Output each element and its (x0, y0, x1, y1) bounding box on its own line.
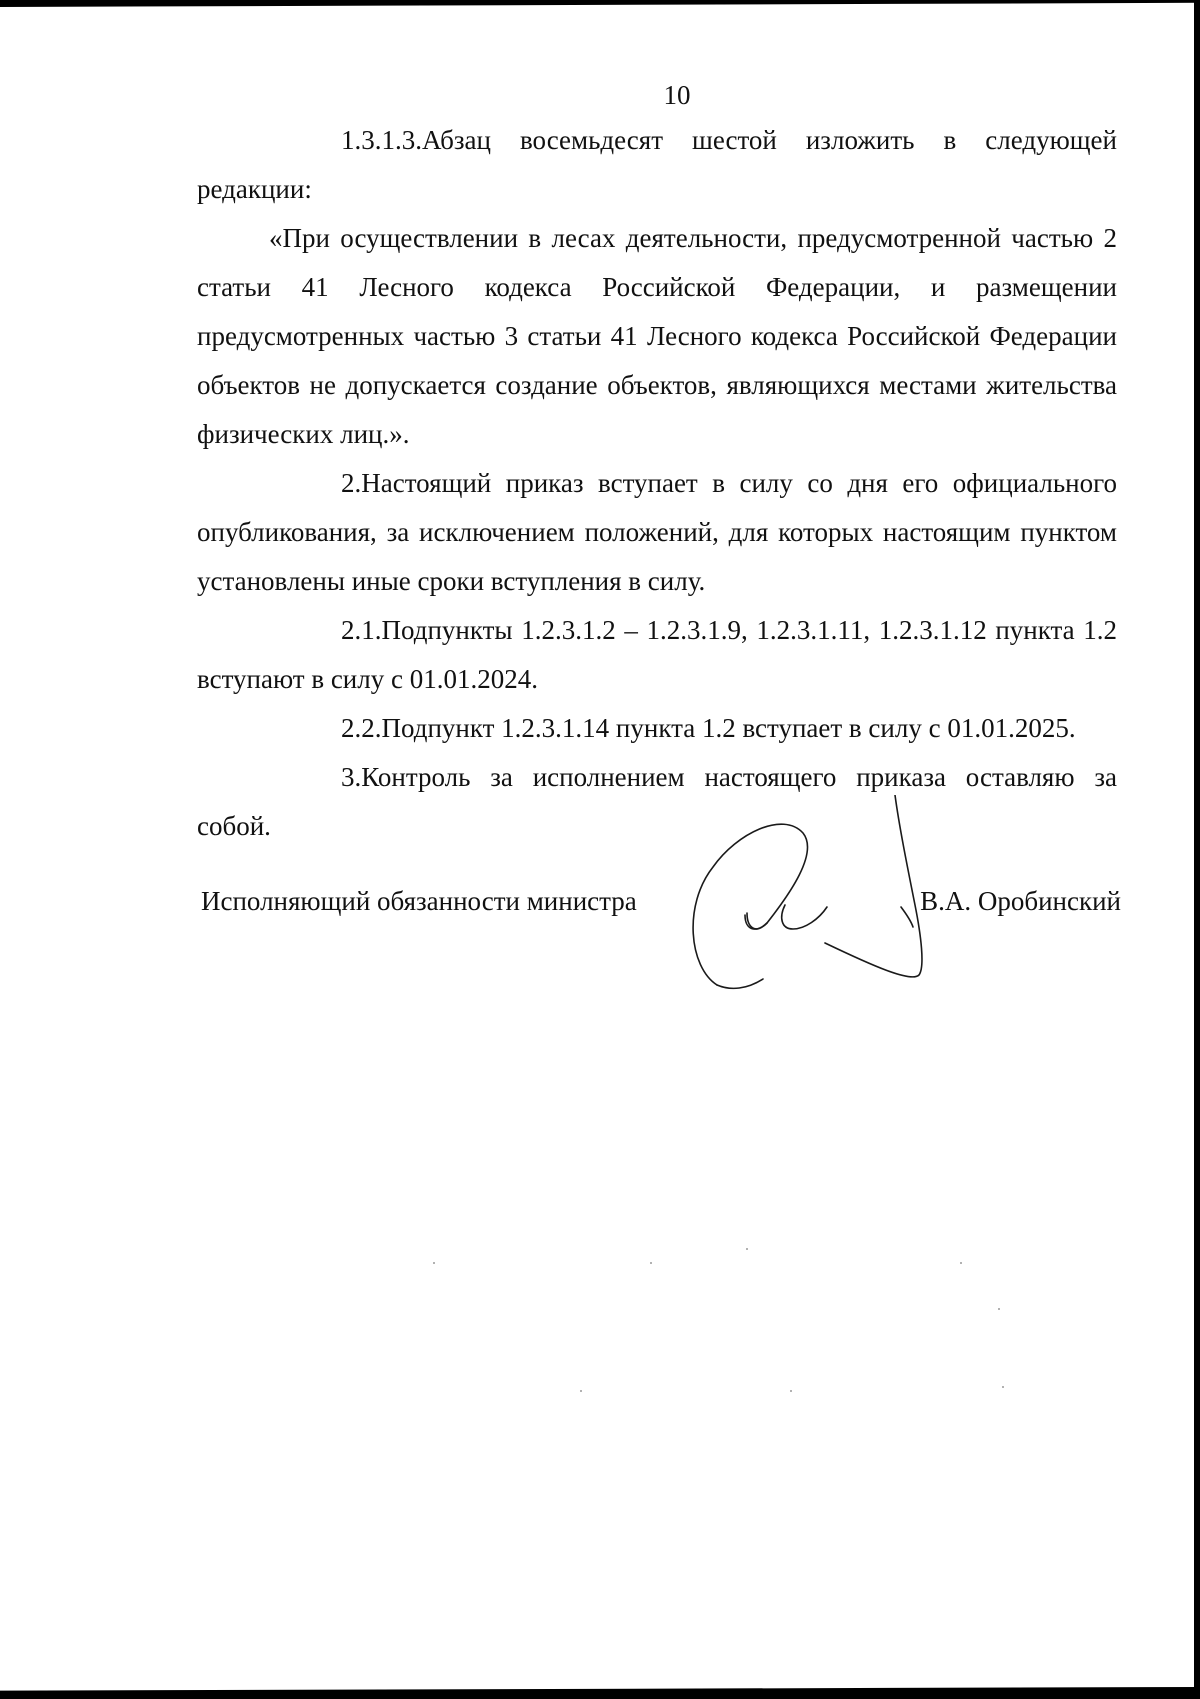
handwritten-signature-icon (685, 795, 945, 1000)
scan-speck (650, 1262, 652, 1264)
paragraph-number: 2.1. (341, 615, 382, 645)
paragraph-number: 1.3.1.3. (341, 125, 422, 155)
paragraph-text: Настоящий приказ вступает в силу со дня его официального опубликования, за исключением положений, для которых настоящим пунктом установлены иные сроки вступления в силу. (197, 468, 1117, 596)
signatory-title: Исполняющий обязанности министра (201, 886, 637, 916)
paragraph-1-3-1-3 (197, 116, 1117, 214)
scan-edge-top (0, 0, 1200, 7)
scan-speck (433, 1262, 435, 1264)
scan-speck (746, 1248, 748, 1250)
paragraph-quote (197, 214, 1117, 459)
paragraph-number: 3. (341, 762, 362, 792)
scan-speck (1002, 1386, 1004, 1388)
scan-speck (960, 1262, 962, 1264)
document-body (197, 74, 1117, 851)
paragraph-2-1 (197, 606, 1117, 704)
paragraph-2 (197, 459, 1117, 606)
scan-edge-right (1194, 0, 1200, 1699)
paragraph-text: «При осуществлении в лесах деятельности, предусмотренной частью 2 статьи 41 Лесного кодекса Российской Федерации, и размещении предусмотренных частью 3 статьи 41 Лесного кодекса Российской Федерации объектов не допускается создание объектов, являющихся местами жительства физических лиц.». (197, 223, 1117, 449)
paragraph-2-2 (197, 704, 1117, 753)
scan-edge-bottom (0, 1687, 1200, 1699)
paragraph-number: 2. (341, 468, 362, 498)
page-number: 10 (663, 80, 691, 110)
paragraph-text: Подпункт 1.2.3.1.14 пункта 1.2 вступает в силу с 01.01.2025. (381, 713, 1076, 743)
scan-speck (580, 1390, 582, 1392)
paragraph-3 (197, 753, 1117, 851)
scan-speck (790, 1390, 792, 1392)
signature-block (197, 880, 1121, 928)
paragraph-text: Подпункты 1.2.3.1.2 – 1.2.3.1.9, 1.2.3.1.11, 1.2.3.1.12 пункта 1.2 вступают в силу с 01.01.2024. (197, 615, 1117, 694)
signatory-name: В.А. Оробинский (920, 886, 1121, 916)
paragraph-number: 2.2. (341, 713, 382, 743)
paragraph-text: Абзац восемьдесят шестой изложить в следующей редакции: (197, 125, 1117, 204)
paragraph-text: Контроль за исполнением настоящего приказа оставляю за собой. (197, 762, 1117, 841)
scan-speck (998, 1308, 1000, 1310)
